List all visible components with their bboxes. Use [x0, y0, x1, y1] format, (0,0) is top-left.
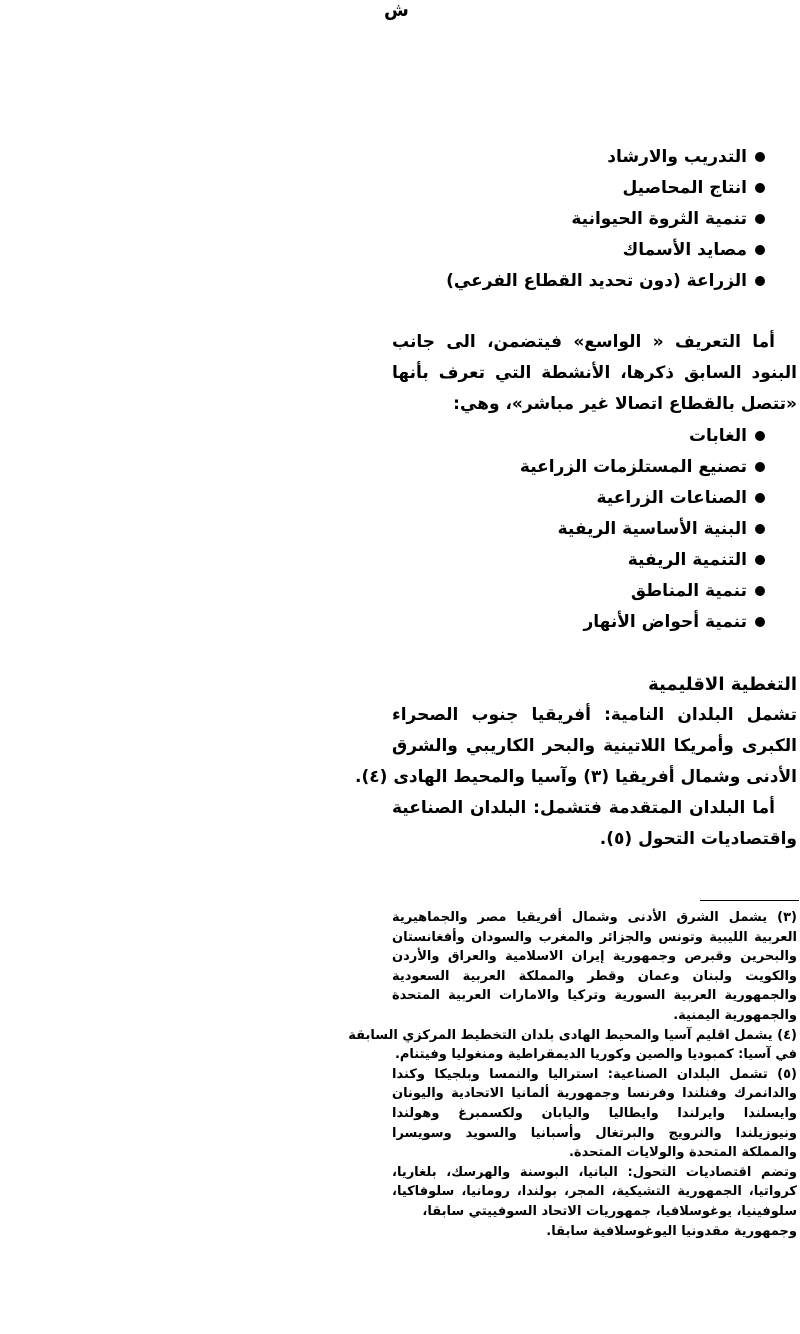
list-item: [520, 421, 765, 452]
footnote-line: والمملكة المتحدة والولايات المتحدة.: [568, 1145, 797, 1161]
list-item: [520, 452, 765, 483]
footnote-line: والجمهورية العربية السورية وتركيا والامارات العربية المتحدة: [392, 988, 797, 1004]
list-item-text: البنية الأساسية الريفية: [557, 519, 747, 539]
footnotes: [348, 908, 797, 1241]
footnote-line: وجمهورية مقدونيا اليوغوسلافية سابقا.: [546, 1223, 797, 1239]
footnote-line: والدانمرك وفنلندا وفرنسا وجمهورية ألمانيا الاتحادية واليونان: [392, 1086, 797, 1102]
footnote-line: سلوفينيا، يوغوسلافيا، جمهوريات الاتحاد السوفييتي سابقا،: [422, 1203, 797, 1219]
paragraph-line: الأدنى وشمال أفريقيا (٣) وآسيا والمحيط الهادى (٤).: [355, 767, 797, 787]
bullet-icon: [755, 493, 765, 503]
bullet-icon: [755, 152, 765, 162]
list-item: [446, 173, 765, 204]
list-item-text: مصايد الأسماك: [622, 240, 747, 260]
paragraph-line: أما التعريف « الواسع» فيتضمن، الى جانب: [392, 332, 775, 352]
list-item: [520, 514, 765, 545]
paragraph-line: البنود السابق ذكرها، الأنشطة التي تعرف بأنها: [392, 363, 797, 383]
list-item-text: تصنيع المستلزمات الزراعية: [519, 457, 747, 477]
footnote-line: والكويت ولبنان وعمان وقطر والمملكة العربية السعودية: [392, 968, 797, 984]
list-item: [446, 235, 765, 266]
footnote-line: وتضم اقتصاديات التحول: البانيا، البوسنة والهرسك، بلغاريا،: [392, 1164, 797, 1180]
list-item-text: تنمية الثروة الحيوانية: [571, 209, 747, 229]
list-item: [446, 142, 765, 173]
agriculture-narrow-list: [446, 142, 765, 297]
list-item: [520, 483, 765, 514]
bullet-icon: [755, 462, 765, 472]
footnote-line: كرواتيا، الجمهورية التشيكية، المجر، بولندا، رومانيا، سلوفاكيا،: [392, 1184, 797, 1200]
footnote-line: (٤) يشمل اقليم آسيا والمحيط الهادى بلدان التخطيط المركزي السابقة: [348, 1027, 797, 1043]
bullet-icon: [755, 214, 765, 224]
paragraph-line: الكبرى وأمريكا اللاتينية والبحر الكاريبي والشرق: [392, 736, 797, 756]
footnote-line: (٣) يشمل الشرق الأدنى وشمال أفريقيا مصر والجماهيرية: [392, 910, 797, 925]
regional-coverage-section: [355, 669, 797, 855]
list-item: [520, 576, 765, 607]
bullet-icon: [755, 431, 765, 441]
footnote-line: والجمهورية اليمنية.: [673, 1007, 797, 1023]
bullet-icon: [755, 245, 765, 255]
list-item-text: الصناعات الزراعية: [596, 488, 747, 508]
list-item: [520, 607, 765, 638]
paragraph-line: أما البلدان المتقدمة فتشمل: البلدان الصناعية: [392, 798, 775, 818]
bullet-icon: [755, 276, 765, 286]
section-heading: التغطية الاقليمية: [648, 674, 797, 695]
paragraph-line: تشمل البلدان النامية: أفريقيا جنوب الصحراء: [392, 705, 797, 725]
footnote-line: (٥) تشمل البلدان الصناعية: استراليا والنمسا وبلجيكا وكندا: [392, 1066, 797, 1082]
footnote-line: والبحرين وقبرص وجمهورية إيران الاسلامية والعراق والأردن: [392, 949, 797, 965]
agriculture-broad-list: [520, 421, 765, 638]
footnote-line: في آسيا: كمبوديا والصين وكوريا الديمقراطية ومنغوليا وفيتنام.: [394, 1047, 797, 1063]
bullet-icon: [755, 183, 765, 193]
list-item-text: الزراعة (دون تحديد القطاع الفرعي): [446, 271, 747, 291]
list-item-text: التنمية الريفية: [627, 550, 747, 570]
list-item-text: انتاج المحاصيل: [622, 178, 747, 198]
list-item-text: التدريب والارشاد: [607, 147, 747, 167]
list-item: [446, 204, 765, 235]
list-item-text: الغابات: [688, 426, 747, 446]
bullet-icon: [755, 555, 765, 565]
list-item: [520, 545, 765, 576]
list-item-text: تنمية المناطق: [630, 581, 747, 601]
footnote-line: ونيوزيلندا والنرويج والبرتغال وأسبانيا والسويد وسويسرا: [392, 1125, 797, 1141]
page-marker: ش: [384, 0, 409, 21]
footnote-line: العربية الليبية وتونس والجزائر والمغرب والسودان وأفغانستان: [392, 929, 797, 945]
paragraph-line: «تتصل بالقطاع اتصالا غير مباشر»، وهي:: [453, 394, 797, 414]
bullet-icon: [755, 586, 765, 596]
bullet-icon: [755, 524, 765, 534]
list-item-text: تنمية أحواض الأنهار: [583, 612, 747, 632]
footnote-line: وايسلندا وايرلندا وايطاليا واليابان ولكسمبرغ وهولندا: [392, 1105, 797, 1121]
broad-definition-paragraph: [392, 327, 797, 420]
list-item: [446, 266, 765, 297]
paragraph-line: واقتصاديات التحول (٥).: [599, 829, 797, 849]
footnote-divider: [700, 900, 799, 901]
bullet-icon: [755, 617, 765, 627]
